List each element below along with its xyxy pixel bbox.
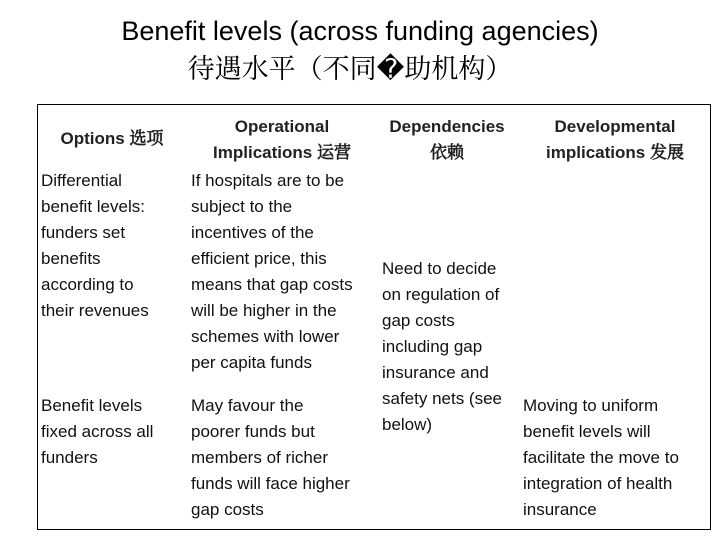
cell-line: funders set — [41, 223, 126, 242]
cell-line: facilitate the move to — [523, 448, 679, 467]
benefit-levels-table — [37, 104, 711, 530]
cell-line: May favour the — [191, 396, 304, 415]
cell-line: below) — [382, 415, 433, 434]
header-options-text: Options 选项 — [60, 129, 164, 148]
cell-line: according to — [41, 275, 134, 294]
cell-line: benefits — [41, 249, 101, 268]
cell-line: means that gap costs — [191, 275, 353, 294]
row2-developmental-cell — [523, 393, 679, 523]
slide-title: Benefit levels (across funding agencies) — [121, 16, 599, 46]
cell-line: gap costs — [382, 311, 455, 330]
table-border-left — [37, 104, 38, 530]
row2-operational-cell — [191, 393, 350, 523]
cell-line: Differential — [41, 171, 122, 190]
cell-line: benefit levels will — [523, 422, 651, 441]
cell-line: benefit levels: — [41, 197, 145, 216]
cell-line: Moving to uniform — [523, 396, 659, 415]
cell-line: integration of health — [523, 474, 673, 493]
row1-operational-cell — [191, 168, 353, 376]
cell-line: on regulation of — [382, 285, 500, 304]
cell-line: will be higher in the — [191, 301, 337, 320]
header-developmental-line2: implications 发展 — [546, 143, 684, 162]
header-operational-line1: Operational — [234, 117, 330, 136]
cell-line: Need to decide — [382, 259, 497, 278]
header-developmental — [520, 114, 710, 166]
header-operational — [187, 114, 377, 166]
cell-line: incentives of the — [191, 223, 314, 242]
cell-line: efficient price, this — [191, 249, 327, 268]
cell-line: funders — [41, 448, 98, 467]
cell-line: poorer funds but — [191, 422, 315, 441]
cell-line: fixed across all — [41, 422, 154, 441]
header-dependencies — [377, 114, 517, 166]
cell-line: gap costs — [191, 500, 264, 519]
header-dependencies-line1: Dependencies — [389, 117, 505, 136]
cell-line: funds will face higher — [191, 474, 350, 493]
cell-line: including gap — [382, 337, 483, 356]
cell-line: per capita funds — [191, 353, 312, 372]
cell-line: Benefit levels — [41, 396, 143, 415]
cell-line: insurance — [523, 500, 597, 519]
header-operational-line2: Implications 运营 — [213, 143, 351, 162]
row1-option-cell — [41, 168, 149, 324]
header-developmental-line1: Developmental — [554, 117, 676, 136]
cell-line: safety nets (see — [382, 389, 503, 408]
header-options — [42, 126, 182, 152]
row2-option-cell — [41, 393, 153, 471]
header-dependencies-line2: 依赖 — [430, 143, 464, 162]
cell-line: insurance and — [382, 363, 489, 382]
table-border-top — [37, 104, 711, 105]
slide-title-chinese: 待遇水平（不同�助机构） — [187, 54, 513, 84]
table-border-right — [710, 104, 711, 530]
dependencies-merged-cell — [382, 256, 502, 438]
table-border-bottom — [37, 529, 711, 530]
cell-line: members of richer — [191, 448, 328, 467]
cell-line: subject to the — [191, 197, 293, 216]
cell-line: If hospitals are to be — [191, 171, 345, 190]
cell-line: their revenues — [41, 301, 149, 320]
cell-line: schemes with lower — [191, 327, 340, 346]
